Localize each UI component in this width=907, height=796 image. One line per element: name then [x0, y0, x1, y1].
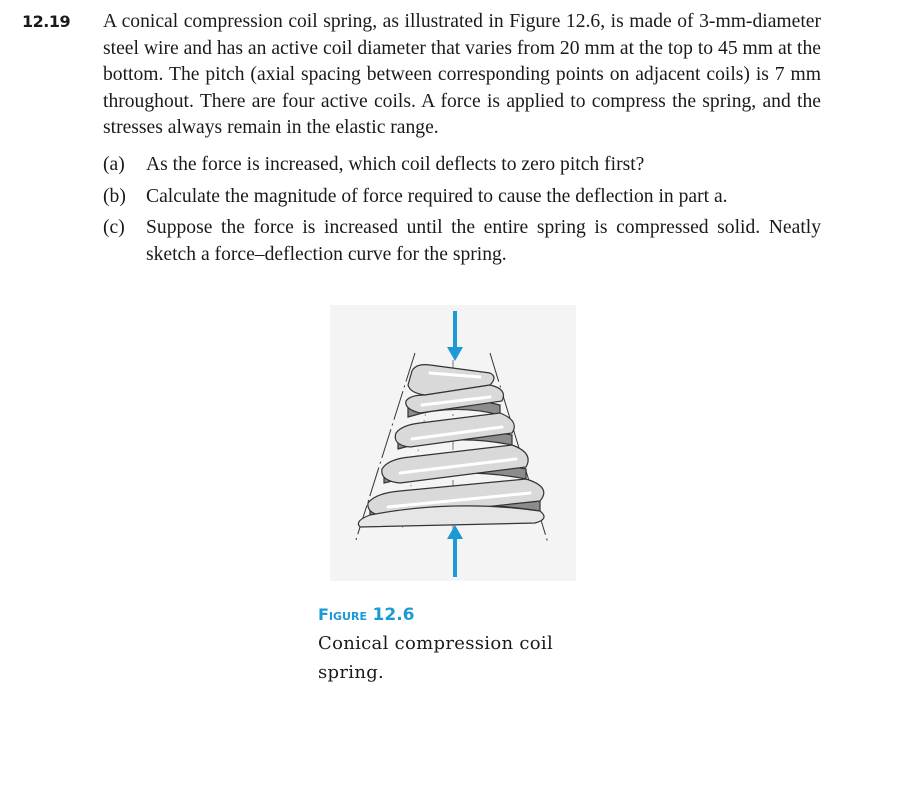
part-a-label: (a)	[103, 154, 125, 175]
top-force-arrow	[447, 311, 463, 361]
conical-spring-illustration	[330, 305, 576, 581]
part-c-text: Suppose the force is increased until the entire spring is compressed solid. Neatly sketch a force–deflection curve for the spring.	[146, 217, 821, 265]
problem-number: 12.19	[22, 12, 71, 31]
figure-caption-text: Conical compression coil spring.	[318, 633, 554, 683]
figure-caption	[318, 605, 598, 687]
part-a	[103, 152, 821, 179]
problem-statement: A conical compression coil spring, as illustrated in Figure 12.6, is made of 3-mm-diameter steel wire and has an active coil diameter that varies from 20 mm at the top to 45 mm at the bottom. The pitch (axial spacing between corresponding points on adjacent coils) is 7 mm throughout. There are four active coils. A force is applied to compress the spring, and the stresses always remain in the elastic range.	[103, 11, 821, 138]
part-c	[103, 215, 821, 268]
part-b	[103, 184, 821, 211]
figure-label-word: Figure	[318, 605, 367, 624]
part-c-label: (c)	[103, 217, 125, 238]
figure-label	[318, 605, 598, 625]
figure-label-number: 12.6	[372, 605, 415, 625]
part-b-label: (b)	[103, 185, 126, 207]
part-b-text: Calculate the magnitude of force required to cause the deflection in part a.	[146, 185, 728, 207]
part-a-text: As the force is increased, which coil deflects to zero pitch first?	[146, 154, 645, 175]
bottom-force-arrow	[447, 525, 463, 577]
problem-parts	[103, 152, 821, 273]
